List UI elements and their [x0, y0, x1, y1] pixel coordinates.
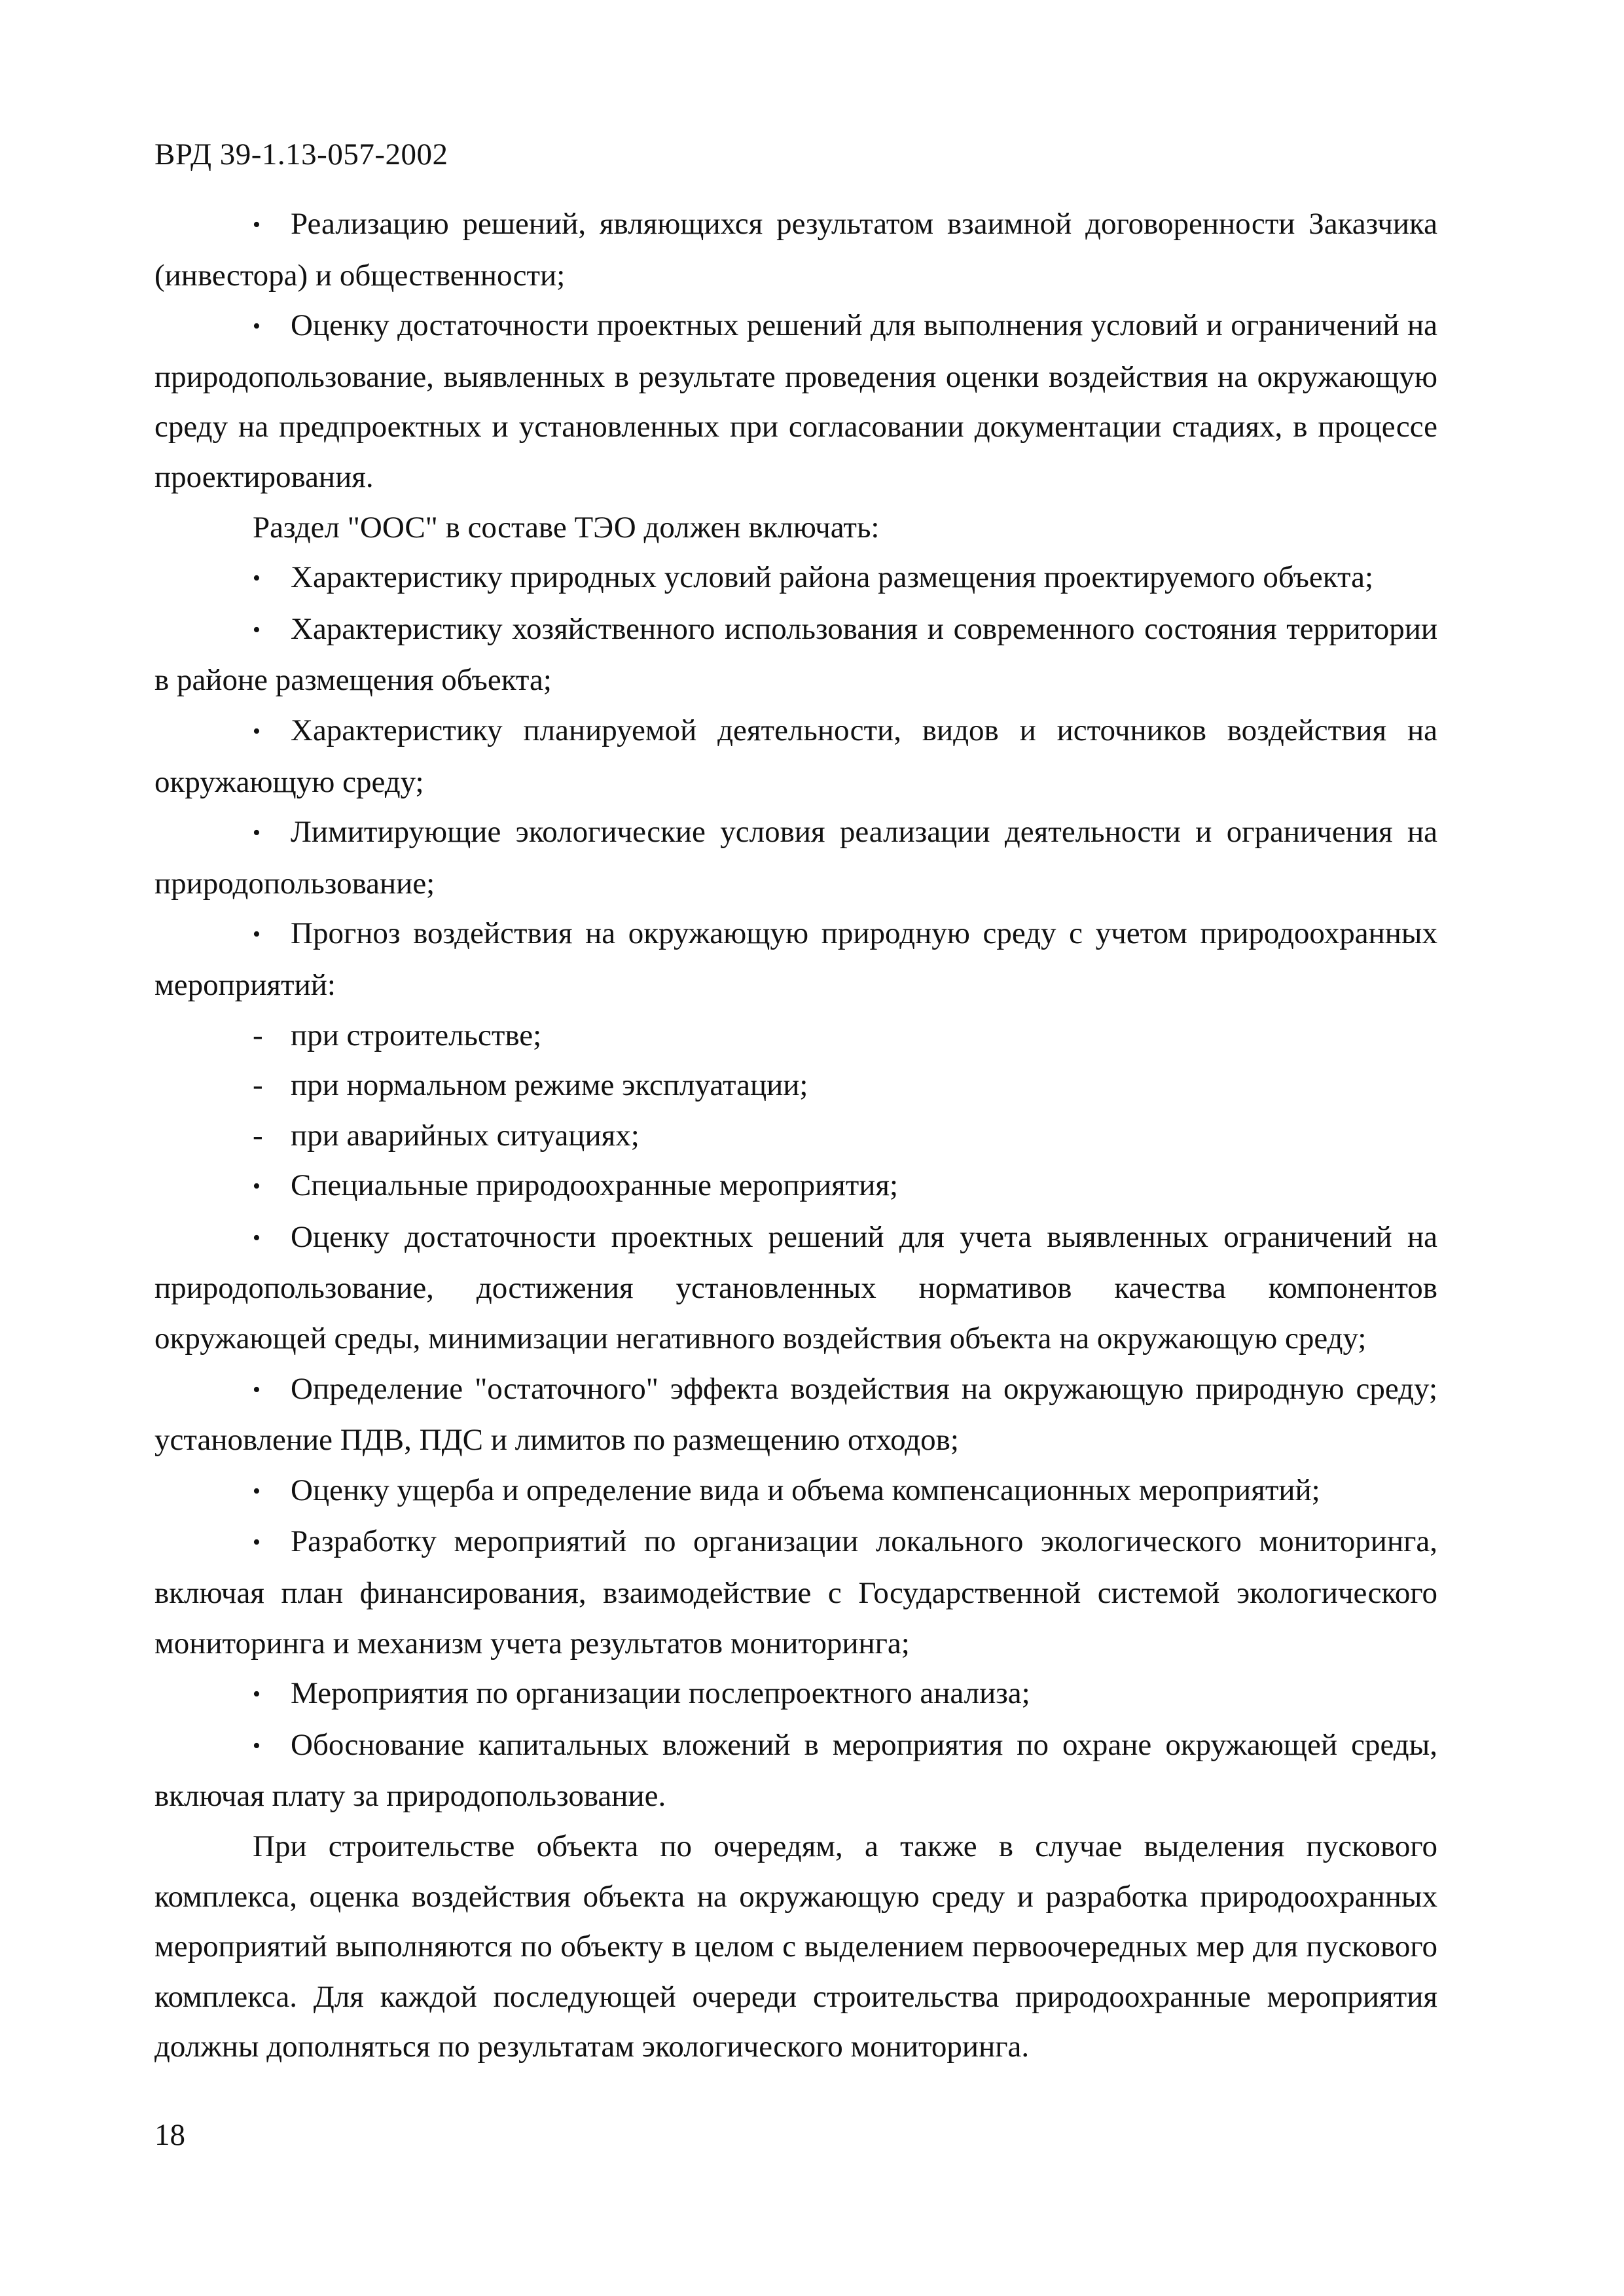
bullet-text: Оценку ущерба и определение вида и объема компенсационных мероприятий; — [291, 1473, 1320, 1507]
bullet-icon: • — [253, 719, 261, 744]
bullet-text: Характеристику планируемой деятельности, видов и источников воздействия на окружающую среду; — [154, 713, 1437, 799]
dash-item — [154, 1111, 1437, 1161]
page-number: 18 — [154, 2118, 185, 2152]
document-code-header: ВРД 39-1.13-057-2002 — [154, 137, 448, 171]
bullet-icon: • — [253, 566, 261, 591]
bullet-text: Мероприятия по организации послепроектного анализа; — [291, 1676, 1030, 1711]
bullet-item — [154, 1668, 1437, 1720]
section-intro-paragraph: Раздел "ООС" в составе ТЭО должен включать: — [253, 510, 880, 545]
bullet-icon: • — [253, 1225, 261, 1250]
bullet-item — [154, 604, 1437, 706]
bullet-text: Определение "остаточного" эффекта воздействия на окружающую природную среду; установление ПДВ, ПДС и лимитов по размещению отходов; — [154, 1371, 1437, 1458]
bullet-item — [154, 1160, 1437, 1212]
bullet-icon: • — [253, 1733, 261, 1758]
bullet-text: Характеристику хозяйственного использования и современного состояния территории в районе размещения объекта; — [154, 611, 1437, 698]
bullet-icon: • — [253, 1479, 261, 1503]
bullet-icon: • — [253, 922, 261, 947]
bullet-item — [154, 1364, 1437, 1465]
bullet-icon: • — [253, 314, 261, 339]
bullet-icon: • — [253, 617, 261, 642]
bullet-item — [154, 300, 1437, 502]
bullet-text: Реализацию решений, являющихся результатом взаимной договоренности Заказчика (инвестора) и общественности; — [154, 207, 1437, 293]
closing-paragraph: При строительстве объекта по очередям, а также в случае выделения пускового комплекса, оценка воздействия объекта на окружающую среду и разработка природоохранных мероприятий выполняются по объекту в целом с выделением первоочередных мер для пускового комплекса. Для каждой последующей очереди строительства природоохранные мероприятия должны дополняться по результатам экологического мониторинга. — [154, 1829, 1437, 2064]
bullet-text: Лимитирующие экологические условия реализации деятельности и ограничения на природопользование; — [154, 815, 1437, 901]
bullet-text: Обоснование капитальных вложений в мероприятия по охране окружающей среды, включая плату за природопользование. — [154, 1727, 1437, 1814]
bullet-item — [154, 1465, 1437, 1517]
bullet-text: Разработку мероприятий по организации локального экологического мониторинга, включая план финансирования, взаимодействие с Государственной системой экологического мониторинга и механизм учета результатов мониторинга; — [154, 1524, 1437, 1660]
bullet-item — [154, 1212, 1437, 1364]
bullet-icon: • — [253, 1682, 261, 1707]
dash-icon: - — [253, 1068, 263, 1103]
dash-text: при аварийных ситуациях; — [291, 1118, 640, 1153]
bullet-text: Прогноз воздействия на окружающую природную среду с учетом природоохранных мероприятий: — [154, 916, 1437, 1002]
bullet-text: Специальные природоохранные мероприятия; — [291, 1168, 899, 1203]
bullet-icon: • — [253, 821, 261, 846]
bullet-item — [154, 552, 1437, 604]
bullet-item — [154, 1720, 1437, 1821]
bullet-icon: • — [253, 1530, 261, 1555]
dash-icon: - — [253, 1118, 263, 1153]
bullet-text: Характеристику природных условий района размещения проектируемого объекта; — [291, 560, 1374, 595]
document-body — [154, 199, 1437, 2072]
bullet-icon: • — [253, 213, 261, 237]
bullet-text: Оценку достаточности проектных решений для выполнения условий и ограничений на природопользование, выявленных в результате проведения оценки воздействия на окружающую среду на предпроектных и установленных при согласовании документации стадиях, в процессе проектирования. — [154, 308, 1437, 494]
bullet-item — [154, 908, 1437, 1010]
dash-text: при строительстве; — [291, 1018, 542, 1052]
bullet-text: Оценку достаточности проектных решений для учета выявленных ограничений на природопользование, достижения установленных нормативов качества компонентов окружающей среды, минимизации негативного воздействия объекта на окружающую среду; — [154, 1219, 1437, 1356]
bullet-icon: • — [253, 1377, 261, 1402]
dash-icon: - — [253, 1018, 263, 1052]
bullet-icon: • — [253, 1174, 261, 1199]
dash-item — [154, 1011, 1437, 1061]
bullet-item — [154, 706, 1437, 807]
dash-item — [154, 1060, 1437, 1111]
bullet-item — [154, 807, 1437, 908]
bullet-item — [154, 199, 1437, 300]
dash-text: при нормальном режиме эксплуатации; — [291, 1068, 808, 1103]
bullet-item — [154, 1516, 1437, 1668]
